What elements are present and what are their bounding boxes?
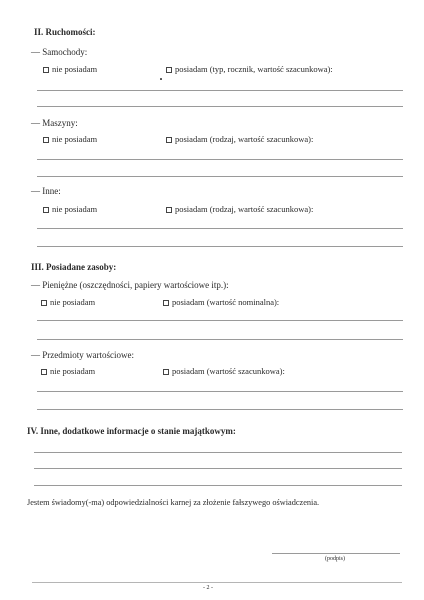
machines-label: — Maszyny: xyxy=(31,118,78,128)
valuables-yes-checkbox[interactable] xyxy=(163,369,169,375)
declaration-text: Jestem świadomy(-ma) odpowiedzialności karnej za złożenie fałszywego oświadczenia. xyxy=(27,498,320,507)
machines-no-option[interactable] xyxy=(43,134,97,144)
stray-dot xyxy=(160,78,162,80)
info-answer-line-2[interactable] xyxy=(34,468,402,469)
valuables-answer-line-2[interactable] xyxy=(37,409,403,410)
other-yes-option[interactable] xyxy=(166,204,313,214)
other-answer-line-2[interactable] xyxy=(37,246,403,247)
cash-label: — Pieniężne (oszczędności, papiery wartościowe itp.): xyxy=(31,280,229,290)
other-no-checkbox[interactable] xyxy=(43,207,49,213)
other-no-label: nie posiadam xyxy=(52,204,98,214)
cars-no-checkbox[interactable] xyxy=(43,67,49,73)
cash-yes-checkbox[interactable] xyxy=(163,300,169,306)
machines-no-checkbox[interactable] xyxy=(43,137,49,143)
cash-no-option[interactable] xyxy=(41,297,95,307)
cars-no-option[interactable] xyxy=(43,64,97,74)
cars-answer-line-2[interactable] xyxy=(37,106,403,107)
valuables-yes-option[interactable] xyxy=(163,366,285,376)
cars-yes-checkbox[interactable] xyxy=(166,67,172,73)
machines-answer-line-2[interactable] xyxy=(37,176,403,177)
info-answer-line-3[interactable] xyxy=(34,485,402,486)
other-label: — Inne: xyxy=(31,186,61,196)
valuables-no-label: nie posiadam xyxy=(50,366,96,376)
cash-yes-option[interactable] xyxy=(163,297,279,307)
section-3-title: III. Posiadane zasoby: xyxy=(31,262,117,272)
signature-line[interactable] xyxy=(272,553,400,554)
cash-no-checkbox[interactable] xyxy=(41,300,47,306)
cars-label: — Samochody: xyxy=(31,47,88,57)
machines-yes-checkbox[interactable] xyxy=(166,137,172,143)
footer-divider xyxy=(32,582,402,583)
other-yes-checkbox[interactable] xyxy=(166,207,172,213)
valuables-no-checkbox[interactable] xyxy=(41,369,47,375)
section-2-title: II. Ruchomości: xyxy=(34,27,96,37)
info-answer-line-1[interactable] xyxy=(34,452,402,453)
page-number: - 2 - xyxy=(203,585,213,591)
cash-answer-line-1[interactable] xyxy=(37,320,403,321)
cars-no-label: nie posiadam xyxy=(52,64,98,74)
machines-yes-option[interactable] xyxy=(166,134,313,144)
machines-no-label: nie posiadam xyxy=(52,134,98,144)
valuables-label: — Przedmioty wartościowe: xyxy=(31,350,134,360)
cash-yes-label: posiadam (wartość nominalna): xyxy=(172,297,280,307)
valuables-yes-label: posiadam (wartość szacunkowa): xyxy=(172,366,285,376)
cash-answer-line-2[interactable] xyxy=(37,339,403,340)
other-no-option[interactable] xyxy=(43,204,97,214)
valuables-no-option[interactable] xyxy=(41,366,95,376)
machines-yes-label: posiadam (rodzaj, wartość szacunkowa): xyxy=(175,134,314,144)
other-answer-line-1[interactable] xyxy=(37,228,403,229)
cars-yes-label: posiadam (typ, rocznik, wartość szacunkowa): xyxy=(175,64,333,74)
machines-answer-line-1[interactable] xyxy=(37,159,403,160)
valuables-answer-line-1[interactable] xyxy=(37,391,403,392)
cars-yes-option[interactable] xyxy=(166,64,333,74)
cars-answer-line-1[interactable] xyxy=(37,90,403,91)
other-yes-label: posiadam (rodzaj, wartość szacunkowa): xyxy=(175,204,314,214)
cash-no-label: nie posiadam xyxy=(50,297,96,307)
signature-label: (podpis) xyxy=(325,556,345,562)
section-4-title: IV. Inne, dodatkowe informacje o stanie majątkowym: xyxy=(27,426,236,436)
